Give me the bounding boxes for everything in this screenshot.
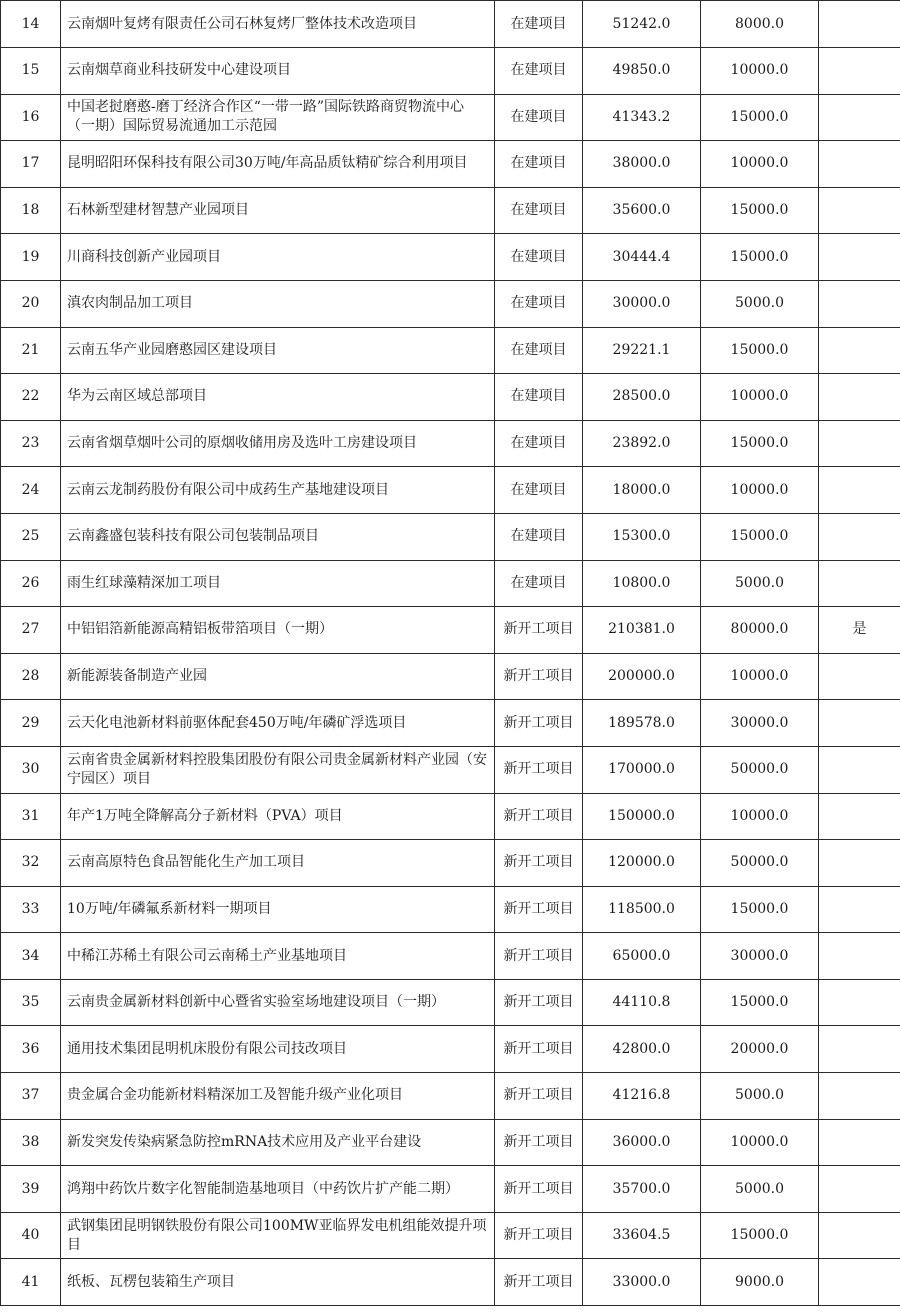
- key-project-flag-cell: [819, 234, 900, 281]
- key-project-flag-cell: [819, 374, 900, 421]
- project-name-cell: 云南鑫盛包装科技有限公司包装制品项目: [61, 513, 495, 560]
- planned-investment-cell: 15000.0: [701, 420, 819, 467]
- row-number-cell: 38: [1, 1119, 61, 1166]
- key-project-flag-cell: [819, 886, 900, 933]
- row-number-cell: 36: [1, 1026, 61, 1073]
- project-name-cell: 新能源装备制造产业园: [61, 653, 495, 700]
- row-number-cell: 31: [1, 793, 61, 840]
- table-row: [1, 234, 900, 281]
- table-row: [1, 420, 900, 467]
- project-type-cell: 在建项目: [495, 513, 583, 560]
- project-type-cell: 在建项目: [495, 560, 583, 607]
- total-investment-cell: 170000.0: [583, 746, 701, 793]
- total-investment-cell: 28500.0: [583, 374, 701, 421]
- key-project-flag-cell: [819, 1259, 900, 1306]
- table-row: [1, 1259, 900, 1306]
- project-name-cell: 年产1万吨全降解高分子新材料（PVA）项目: [61, 793, 495, 840]
- planned-investment-cell: 8000.0: [701, 1, 819, 48]
- total-investment-cell: 23892.0: [583, 420, 701, 467]
- project-type-cell: 新开工项目: [495, 1073, 583, 1120]
- total-investment-cell: 210381.0: [583, 607, 701, 654]
- project-type-cell: 在建项目: [495, 327, 583, 374]
- table-row: [1, 141, 900, 188]
- total-investment-cell: 33000.0: [583, 1259, 701, 1306]
- key-project-flag-cell: [819, 746, 900, 793]
- planned-investment-cell: 10000.0: [701, 141, 819, 188]
- project-name-cell: 中国老挝磨憨-磨丁经济合作区“一带一路”国际铁路商贸物流中心（一期）国际贸易流通加工示范园: [61, 94, 495, 141]
- table-row: [1, 1166, 900, 1213]
- key-project-flag-cell: [819, 700, 900, 747]
- project-type-cell: 新开工项目: [495, 840, 583, 887]
- row-number-cell: 40: [1, 1212, 61, 1259]
- row-number-cell: 22: [1, 374, 61, 421]
- key-project-flag-cell: [819, 1166, 900, 1213]
- row-number-cell: 19: [1, 234, 61, 281]
- project-name-cell: 新发突发传染病紧急防控mRNA技术应用及产业平台建设: [61, 1119, 495, 1166]
- total-investment-cell: 38000.0: [583, 141, 701, 188]
- total-investment-cell: 33604.5: [583, 1212, 701, 1259]
- table-row: [1, 793, 900, 840]
- project-name-cell: 云南烟草商业科技研发中心建设项目: [61, 48, 495, 95]
- table-row: [1, 187, 900, 234]
- planned-investment-cell: 15000.0: [701, 234, 819, 281]
- project-name-cell: 华为云南区域总部项目: [61, 374, 495, 421]
- total-investment-cell: 35600.0: [583, 187, 701, 234]
- table-row: [1, 886, 900, 933]
- planned-investment-cell: 15000.0: [701, 513, 819, 560]
- total-investment-cell: 30000.0: [583, 280, 701, 327]
- project-type-cell: 在建项目: [495, 420, 583, 467]
- project-type-cell: 新开工项目: [495, 979, 583, 1026]
- row-number-cell: 29: [1, 700, 61, 747]
- table-row: [1, 700, 900, 747]
- project-name-cell: 云南贵金属新材料创新中心暨省实验室场地建设项目（一期）: [61, 979, 495, 1026]
- table-row: [1, 979, 900, 1026]
- planned-investment-cell: 30000.0: [701, 700, 819, 747]
- planned-investment-cell: 10000.0: [701, 1119, 819, 1166]
- planned-investment-cell: 10000.0: [701, 793, 819, 840]
- table-row: [1, 1026, 900, 1073]
- total-investment-cell: 42800.0: [583, 1026, 701, 1073]
- project-name-cell: 雨生红球藻精深加工项目: [61, 560, 495, 607]
- project-name-cell: 云南省贵金属新材料控股集团股份有限公司贵金属新材料产业园（安宁园区）项目: [61, 746, 495, 793]
- total-investment-cell: 44110.8: [583, 979, 701, 1026]
- table-row: [1, 327, 900, 374]
- planned-investment-cell: 15000.0: [701, 1212, 819, 1259]
- key-project-flag-cell: 是: [819, 607, 900, 654]
- table-row: [1, 560, 900, 607]
- row-number-cell: 37: [1, 1073, 61, 1120]
- project-name-cell: 武钢集团昆明钢铁股份有限公司100MW亚临界发电机组能效提升项目: [61, 1212, 495, 1259]
- row-number-cell: 24: [1, 467, 61, 514]
- project-type-cell: 新开工项目: [495, 1212, 583, 1259]
- total-investment-cell: 35700.0: [583, 1166, 701, 1213]
- project-type-cell: 在建项目: [495, 280, 583, 327]
- planned-investment-cell: 10000.0: [701, 374, 819, 421]
- total-investment-cell: 120000.0: [583, 840, 701, 887]
- project-name-cell: 滇农肉制品加工项目: [61, 280, 495, 327]
- key-project-flag-cell: [819, 979, 900, 1026]
- key-project-flag-cell: [819, 141, 900, 188]
- key-project-flag-cell: [819, 513, 900, 560]
- total-investment-cell: 18000.0: [583, 467, 701, 514]
- row-number-cell: 23: [1, 420, 61, 467]
- project-name-cell: 中铝铝箔新能源高精铝板带箔项目（一期）: [61, 607, 495, 654]
- row-number-cell: 28: [1, 653, 61, 700]
- project-type-cell: 新开工项目: [495, 1026, 583, 1073]
- project-name-cell: 10万吨/年磷氟系新材料一期项目: [61, 886, 495, 933]
- planned-investment-cell: 10000.0: [701, 467, 819, 514]
- table-row: [1, 280, 900, 327]
- total-investment-cell: 51242.0: [583, 1, 701, 48]
- project-type-cell: 新开工项目: [495, 653, 583, 700]
- total-investment-cell: 10800.0: [583, 560, 701, 607]
- row-number-cell: 41: [1, 1259, 61, 1306]
- project-type-cell: 新开工项目: [495, 1259, 583, 1306]
- total-investment-cell: 118500.0: [583, 886, 701, 933]
- planned-investment-cell: 5000.0: [701, 280, 819, 327]
- planned-investment-cell: 20000.0: [701, 1026, 819, 1073]
- planned-investment-cell: 5000.0: [701, 1166, 819, 1213]
- row-number-cell: 27: [1, 607, 61, 654]
- total-investment-cell: 150000.0: [583, 793, 701, 840]
- project-type-cell: 在建项目: [495, 187, 583, 234]
- project-type-cell: 新开工项目: [495, 700, 583, 747]
- planned-investment-cell: 9000.0: [701, 1259, 819, 1306]
- total-investment-cell: 65000.0: [583, 933, 701, 980]
- project-type-cell: 在建项目: [495, 467, 583, 514]
- project-name-cell: 云南五华产业园磨憨园区建设项目: [61, 327, 495, 374]
- project-type-cell: 在建项目: [495, 374, 583, 421]
- project-table-body: [1, 1, 900, 1306]
- project-name-cell: 通用技术集团昆明机床股份有限公司技改项目: [61, 1026, 495, 1073]
- planned-investment-cell: 10000.0: [701, 653, 819, 700]
- table-row: [1, 1119, 900, 1166]
- row-number-cell: 26: [1, 560, 61, 607]
- table-row: [1, 933, 900, 980]
- table-row: [1, 1212, 900, 1259]
- planned-investment-cell: 15000.0: [701, 979, 819, 1026]
- project-name-cell: 贵金属合金功能新材料精深加工及智能升级产业化项目: [61, 1073, 495, 1120]
- row-number-cell: 32: [1, 840, 61, 887]
- row-number-cell: 30: [1, 746, 61, 793]
- project-name-cell: 昆明昭阳环保科技有限公司30万吨/年高品质钛精矿综合利用项目: [61, 141, 495, 188]
- project-name-cell: 中稀江苏稀土有限公司云南稀土产业基地项目: [61, 933, 495, 980]
- project-name-cell: 纸板、瓦楞包装箱生产项目: [61, 1259, 495, 1306]
- key-project-flag-cell: [819, 1, 900, 48]
- key-project-flag-cell: [819, 94, 900, 141]
- project-name-cell: 云南云龙制药股份有限公司中成药生产基地建设项目: [61, 467, 495, 514]
- key-project-flag-cell: [819, 1073, 900, 1120]
- total-investment-cell: 41216.8: [583, 1073, 701, 1120]
- planned-investment-cell: 15000.0: [701, 886, 819, 933]
- key-project-flag-cell: [819, 933, 900, 980]
- project-type-cell: 新开工项目: [495, 607, 583, 654]
- project-name-cell: 云南烟叶复烤有限责任公司石林复烤厂整体技术改造项目: [61, 1, 495, 48]
- row-number-cell: 35: [1, 979, 61, 1026]
- key-project-flag-cell: [819, 420, 900, 467]
- project-type-cell: 在建项目: [495, 1, 583, 48]
- project-type-cell: 在建项目: [495, 234, 583, 281]
- planned-investment-cell: 15000.0: [701, 327, 819, 374]
- row-number-cell: 18: [1, 187, 61, 234]
- table-row: [1, 840, 900, 887]
- row-number-cell: 20: [1, 280, 61, 327]
- project-type-cell: 新开工项目: [495, 933, 583, 980]
- table-row: [1, 1073, 900, 1120]
- total-investment-cell: 49850.0: [583, 48, 701, 95]
- row-number-cell: 34: [1, 933, 61, 980]
- total-investment-cell: 200000.0: [583, 653, 701, 700]
- row-number-cell: 16: [1, 94, 61, 141]
- project-name-cell: 云南高原特色食品智能化生产加工项目: [61, 840, 495, 887]
- total-investment-cell: 15300.0: [583, 513, 701, 560]
- planned-investment-cell: 30000.0: [701, 933, 819, 980]
- table-row: [1, 653, 900, 700]
- key-project-flag-cell: [819, 1212, 900, 1259]
- table-row: [1, 467, 900, 514]
- table-row: [1, 48, 900, 95]
- project-name-cell: 石林新型建材智慧产业园项目: [61, 187, 495, 234]
- key-project-flag-cell: [819, 327, 900, 374]
- key-project-flag-cell: [819, 1026, 900, 1073]
- key-project-flag-cell: [819, 48, 900, 95]
- project-type-cell: 新开工项目: [495, 793, 583, 840]
- table-row: [1, 1, 900, 48]
- planned-investment-cell: 80000.0: [701, 607, 819, 654]
- project-name-cell: 鸿翔中药饮片数字化智能制造基地项目（中药饮片扩产能二期）: [61, 1166, 495, 1213]
- row-number-cell: 15: [1, 48, 61, 95]
- project-type-cell: 新开工项目: [495, 746, 583, 793]
- planned-investment-cell: 10000.0: [701, 48, 819, 95]
- project-type-cell: 在建项目: [495, 141, 583, 188]
- total-investment-cell: 30444.4: [583, 234, 701, 281]
- project-type-cell: 在建项目: [495, 48, 583, 95]
- project-type-cell: 新开工项目: [495, 1166, 583, 1213]
- key-project-flag-cell: [819, 560, 900, 607]
- total-investment-cell: 29221.1: [583, 327, 701, 374]
- table-row: [1, 607, 900, 654]
- table-row: [1, 374, 900, 421]
- total-investment-cell: 41343.2: [583, 94, 701, 141]
- project-name-cell: 云南省烟草烟叶公司的原烟收储用房及选叶工房建设项目: [61, 420, 495, 467]
- key-project-flag-cell: [819, 280, 900, 327]
- row-number-cell: 33: [1, 886, 61, 933]
- project-type-cell: 新开工项目: [495, 886, 583, 933]
- table-row: [1, 94, 900, 141]
- row-number-cell: 25: [1, 513, 61, 560]
- project-name-cell: 川商科技创新产业园项目: [61, 234, 495, 281]
- key-project-flag-cell: [819, 1119, 900, 1166]
- planned-investment-cell: 50000.0: [701, 840, 819, 887]
- row-number-cell: 21: [1, 327, 61, 374]
- total-investment-cell: 36000.0: [583, 1119, 701, 1166]
- key-project-flag-cell: [819, 187, 900, 234]
- project-type-cell: 新开工项目: [495, 1119, 583, 1166]
- planned-investment-cell: 5000.0: [701, 1073, 819, 1120]
- table-row: [1, 513, 900, 560]
- planned-investment-cell: 50000.0: [701, 746, 819, 793]
- table-row: [1, 746, 900, 793]
- planned-investment-cell: 15000.0: [701, 94, 819, 141]
- key-project-flag-cell: [819, 467, 900, 514]
- total-investment-cell: 189578.0: [583, 700, 701, 747]
- planned-investment-cell: 15000.0: [701, 187, 819, 234]
- planned-investment-cell: 5000.0: [701, 560, 819, 607]
- row-number-cell: 14: [1, 1, 61, 48]
- key-project-flag-cell: [819, 840, 900, 887]
- key-project-flag-cell: [819, 653, 900, 700]
- project-type-cell: 在建项目: [495, 94, 583, 141]
- row-number-cell: 39: [1, 1166, 61, 1213]
- key-project-flag-cell: [819, 793, 900, 840]
- project-name-cell: 云天化电池新材料前驱体配套450万吨/年磷矿浮选项目: [61, 700, 495, 747]
- row-number-cell: 17: [1, 141, 61, 188]
